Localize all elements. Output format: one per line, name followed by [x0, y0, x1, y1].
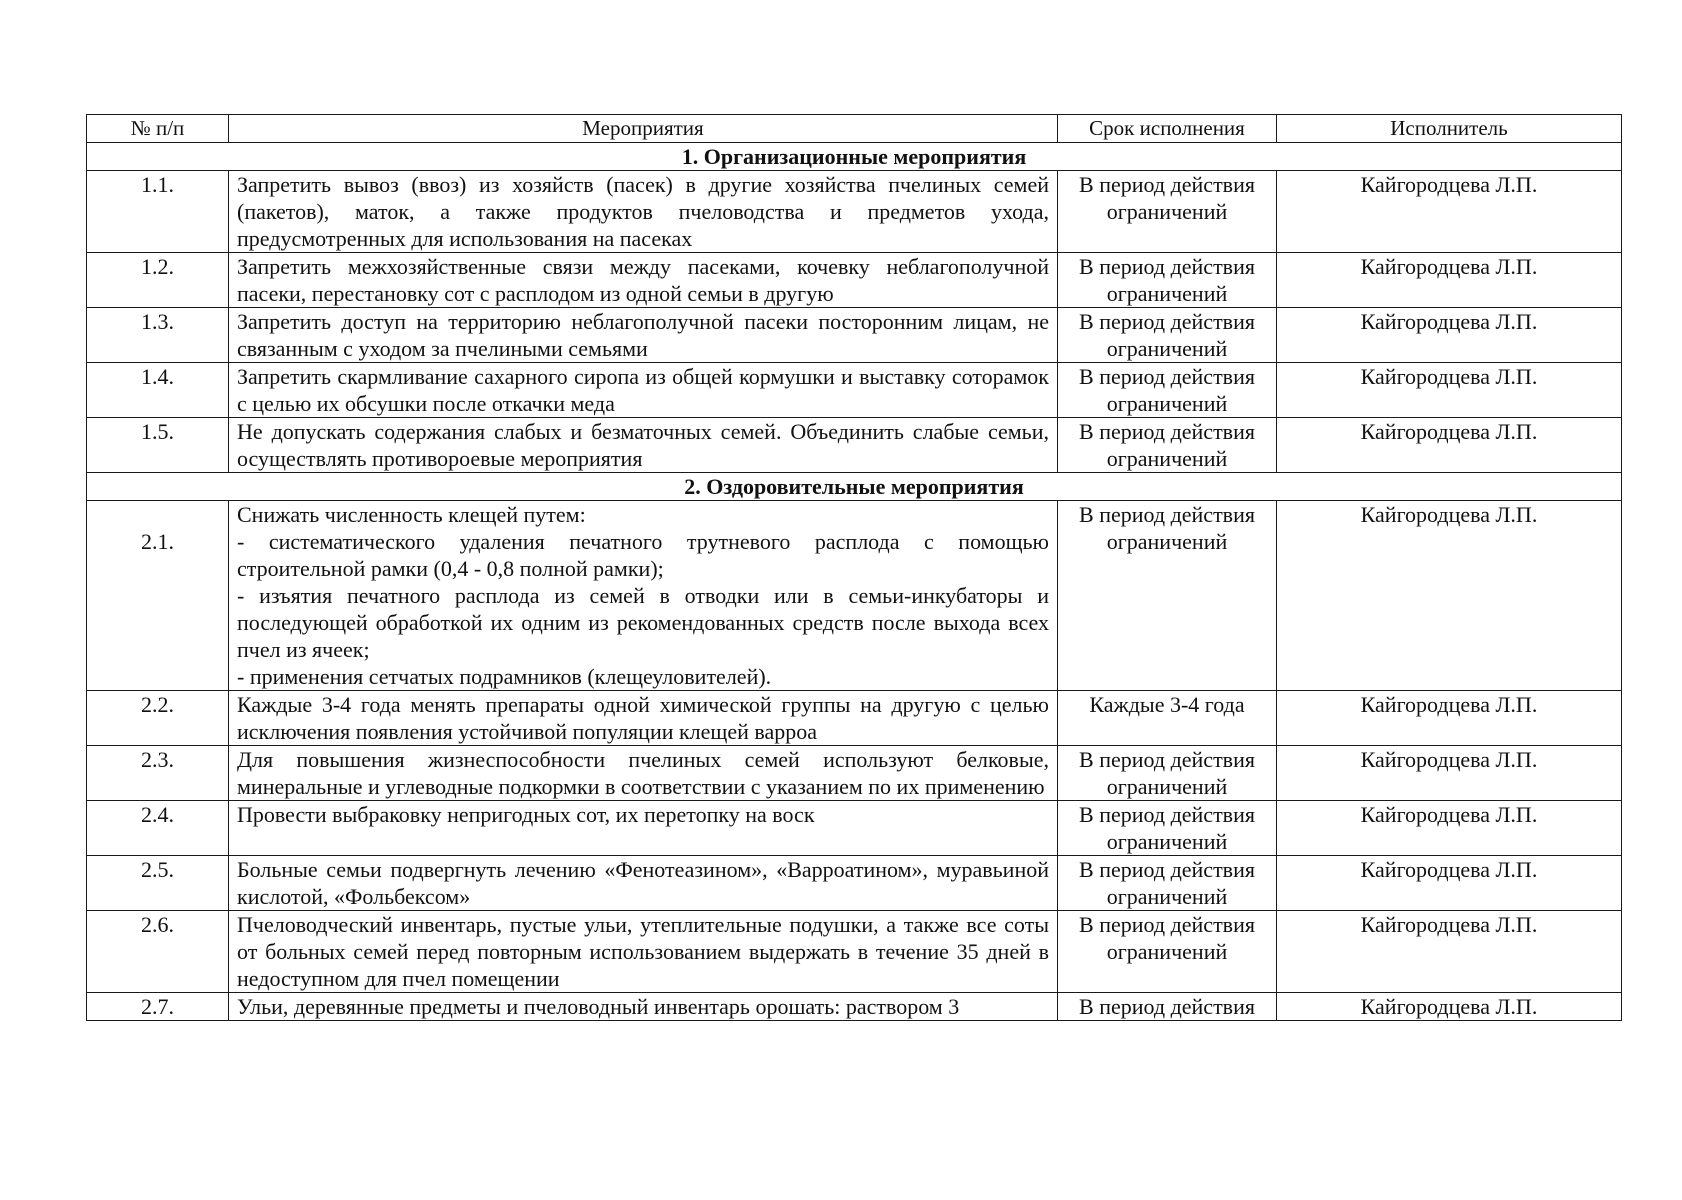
section-title: 1. Организационные мероприятия [87, 143, 1622, 171]
row-number: 2.1. [87, 501, 229, 691]
event-line: Снижать численность клещей путем: [237, 502, 586, 527]
row-executor: Кайгородцева Л.П. [1277, 856, 1622, 911]
row-executor: Кайгородцева Л.П. [1277, 363, 1622, 418]
row-term: В период действия [1058, 993, 1277, 1021]
row-executor: Кайгородцева Л.П. [1277, 746, 1622, 801]
row-event: Больные семьи подвергнуть лечению «Фенотеазином», «Варроатином», муравьиной кислотой, «Фольбексом» [229, 856, 1058, 911]
header-executor: Исполнитель [1277, 115, 1622, 143]
row-term: В период действия ограничений [1058, 856, 1277, 911]
header-num: № п/п [87, 115, 229, 143]
event-line: - изъятия печатного расплода из семей в отводки или в семьи-инкубаторы и последующей обработкой их одним из рекомендованных средств после выхода всех пчел из ячеек; [237, 583, 1049, 662]
row-term: В период действия ограничений [1058, 308, 1277, 363]
row-event: Запретить доступ на территорию неблагополучной пасеки посторонним лицам, не связанным с уходом за пчелиными семьями [229, 308, 1058, 363]
row-number: 1.5. [87, 418, 229, 473]
row-number: 2.2. [87, 691, 229, 746]
row-term: В период действия ограничений [1058, 253, 1277, 308]
row-event: Запретить межхозяйственные связи между пасеками, кочевку неблагополучной пасеки, перестановку сот с расплодом из одной семьи в другую [229, 253, 1058, 308]
row-number: 1.3. [87, 308, 229, 363]
row-event: Не допускать содержания слабых и безматочных семей. Объединить слабые семьи, осуществлять противороевые мероприятия [229, 418, 1058, 473]
header-row [87, 115, 1622, 143]
row-number: 2.4. [87, 801, 229, 856]
row-executor: Кайгородцева Л.П. [1277, 253, 1622, 308]
row-term: В период действия ограничений [1058, 171, 1277, 253]
event-line: - применения сетчатых подрамников (клещеуловителей). [237, 664, 772, 689]
table-row [87, 691, 1622, 746]
header-event: Мероприятия [229, 115, 1058, 143]
row-executor: Кайгородцева Л.П. [1277, 691, 1622, 746]
row-term: В период действия ограничений [1058, 746, 1277, 801]
section-title: 2. Оздоровительные мероприятия [87, 473, 1622, 501]
row-term: В период действия ограничений [1058, 418, 1277, 473]
row-event: Для повышения жизнеспособности пчелиных семей используют белковые, минеральные и углеводные подкормки в соответствии с указанием по их применению [229, 746, 1058, 801]
row-event: Каждые 3-4 года менять препараты одной химической группы на другую с целью исключения появления устойчивой популяции клещей варроа [229, 691, 1058, 746]
header-term: Срок исполнения [1058, 115, 1277, 143]
section-row [87, 143, 1622, 171]
row-number: 2.7. [87, 993, 229, 1021]
row-executor: Кайгородцева Л.П. [1277, 501, 1622, 691]
section-row [87, 473, 1622, 501]
row-event: Провести выбраковку непригодных сот, их перетопку на воск [229, 801, 1058, 856]
row-number: 1.2. [87, 253, 229, 308]
row-event: Ульи, деревянные предметы и пчеловодный инвентарь орошать: раствором 3 [229, 993, 1058, 1021]
row-event [229, 501, 1058, 691]
row-event: Запретить вывоз (ввоз) из хозяйств (пасек) в другие хозяйства пчелиных семей (пакетов), маток, а также продуктов пчеловодства и предметов ухода, предусмотренных для использования на пасеках [229, 171, 1058, 253]
row-term: В период действия ограничений [1058, 501, 1277, 691]
row-number: 2.3. [87, 746, 229, 801]
table-row [87, 856, 1622, 911]
table-row [87, 746, 1622, 801]
table-row [87, 308, 1622, 363]
row-term: Каждые 3-4 года [1058, 691, 1277, 746]
row-term: В период действия ограничений [1058, 911, 1277, 993]
event-line: - систематического удаления печатного трутневого расплода с помощью строительной рамки (0,4 - 0,8 полной рамки); [237, 529, 1049, 581]
table-row [87, 993, 1622, 1021]
table-row [87, 418, 1622, 473]
table-row [87, 171, 1622, 253]
row-event: Запретить скармливание сахарного сиропа из общей кормушки и выставку соторамок с целью их обсушки после откачки меда [229, 363, 1058, 418]
row-number: 2.6. [87, 911, 229, 993]
row-term: В период действия ограничений [1058, 801, 1277, 856]
row-number: 2.5. [87, 856, 229, 911]
row-event: Пчеловодческий инвентарь, пустые ульи, утеплительные подушки, а также все соты от больных семей перед повторным использованием выдержать в течение 35 дней в недоступном для пчел помещении [229, 911, 1058, 993]
row-executor: Кайгородцева Л.П. [1277, 801, 1622, 856]
table-row [87, 911, 1622, 993]
row-term: В период действия ограничений [1058, 363, 1277, 418]
measures-table [86, 114, 1622, 1021]
table-row [87, 501, 1622, 691]
row-executor: Кайгородцева Л.П. [1277, 308, 1622, 363]
table-row [87, 801, 1622, 856]
row-executor: Кайгородцева Л.П. [1277, 418, 1622, 473]
row-executor: Кайгородцева Л.П. [1277, 911, 1622, 993]
table-row [87, 253, 1622, 308]
table-row [87, 363, 1622, 418]
row-executor: Кайгородцева Л.П. [1277, 171, 1622, 253]
row-number: 1.4. [87, 363, 229, 418]
row-executor: Кайгородцева Л.П. [1277, 993, 1622, 1021]
row-number: 1.1. [87, 171, 229, 253]
